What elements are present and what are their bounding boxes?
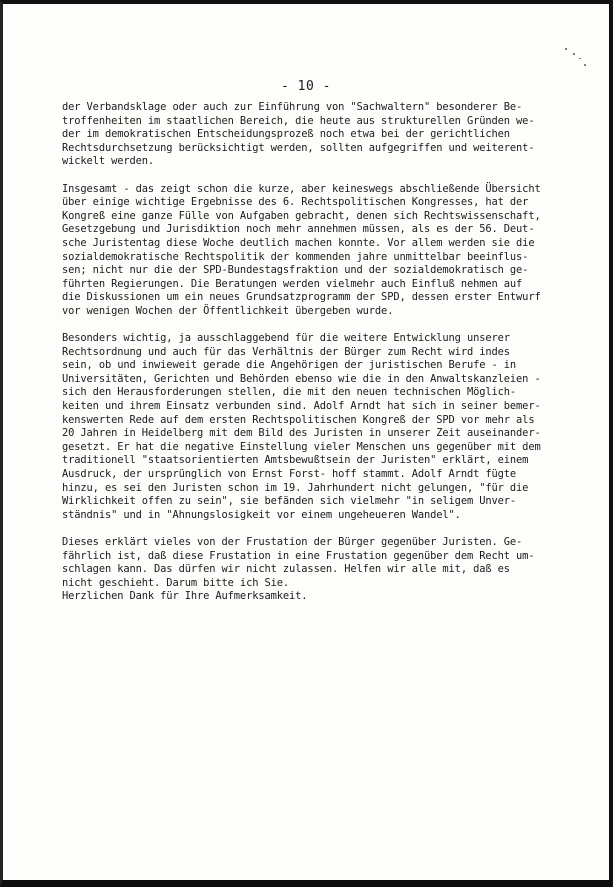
text-line: sche Juristentag diese Woche deutlich machen konnte. Vor allem werden sie die <box>62 236 535 249</box>
text-line: sen; nicht nur die der SPD-Bundestagsfraktion und der sozialdemokratisch ge- <box>62 264 529 277</box>
scan-speck <box>573 53 575 55</box>
text-line: sein, ob und inwieweit gerade die Angehörigen der juristischen Berufe - in <box>62 359 517 372</box>
text-line: gesetzt. Er hat die negative Einstellung vieler Menschen uns gegenüber mit dem <box>62 440 541 453</box>
text-line: nicht geschieht. Darum bitte ich Sie. <box>62 576 290 589</box>
text-line: Rechtsdurchsetzung berücksichtigt werden, sollten aufgegriffen und weiterent- <box>62 141 535 154</box>
text-line: Universitäten, Gerichten und Behörden ebenso wie die in den Anwaltskanzleien - <box>62 372 541 385</box>
paragraph <box>62 101 552 169</box>
text-line: 20 Jahren in Heidelberg mit dem Bild des Juristen in unserer Zeit auseinander- <box>62 427 541 440</box>
text-line: Dieses erklärt vieles von der Frustation der Bürger gegenüber Juristen. Ge- <box>62 536 523 548</box>
scan-speck <box>584 64 586 66</box>
text-line: die Diskussionen um ein neues Grundsatzprogramm der SPD, dessen erster Entwurf <box>62 291 541 304</box>
text-line: sozialdemokratische Rechtspolitik der kommenden jahre unmittelbar beeinflus- <box>62 250 529 263</box>
text-line: ständnis" und in "Ahnungslosigkeit vor einem ungeheueren Wandel". <box>62 508 461 521</box>
paragraph <box>62 536 552 604</box>
text-line: Rechtsordnung und auch für das Verhältnis der Bürger zum Recht wird indes <box>62 345 510 358</box>
text-line: Ausdruck, der ursprünglich von Ernst Forst- hoff stammt. Adolf Arndt fügte <box>62 468 517 481</box>
text-line: vor wenigen Wochen der Öffentlichkeit übergeben wurde. <box>62 304 394 317</box>
text-line: keiten und ihrem Einsatz verbunden sind. Adolf Arndt hat sich in seiner bemer- <box>62 400 541 413</box>
text-line: der im demokratischen Entscheidungsprozeß noch etwa bei der gerichtlichen <box>62 128 510 141</box>
text-line: traditionell "staatsorientierten Amtsbewußtsein der Juristen" erklärt, einem <box>62 454 529 467</box>
text-line: Gesetzgebung und Jurisdiktion noch mehr annehmen müssen, als es der 56. Deut- <box>62 223 535 236</box>
body-text <box>62 101 552 618</box>
scan-speck <box>579 58 581 59</box>
text-line: fährlich ist, daß diese Frustation in eine Frustation gegenüber dem Recht um- <box>62 549 535 562</box>
text-line: kenswerten Rede auf dem ersten Rechtspolitischen Kongreß der SPD vor mehr als <box>62 413 535 426</box>
text-line: Herzlichen Dank für Ihre Aufmerksamkeit. <box>62 590 308 603</box>
text-line: hinzu, es sei den Juristen schon im 19. Jahrhundert nicht gelungen, "für die <box>62 481 529 494</box>
text-line: Insgesamt - das zeigt schon die kurze, aber keineswegs abschließende Übersicht <box>62 182 541 195</box>
text-line: wickelt werden. <box>62 155 155 168</box>
text-line: sich den Herausforderungen stellen, die mit den neuen technischen Möglich- <box>62 386 517 399</box>
paragraph <box>62 332 552 522</box>
text-line: über einige wichtige Ergebnisse des 6. Rechtspolitischen Kongresses, hat der <box>62 196 529 209</box>
text-line: schlagen kann. Das dürfen wir nicht zulassen. Helfen wir alle mit, daß es <box>62 563 510 576</box>
text-line: der Verbandsklage oder auch zur Einführung von "Sachwaltern" besonderer Be- <box>62 101 523 113</box>
paragraph <box>62 183 552 319</box>
text-line: troffenheiten im staatlichen Bereich, die heute aus strukturellen Gründen we- <box>62 114 535 127</box>
page-number: - 10 - <box>281 79 331 94</box>
text-line: Besonders wichtig, ja ausschlaggebend für die weitere Entwicklung unserer <box>62 332 510 345</box>
text-line: führten Regierungen. Die Beratungen werden vielmehr auch Einfluß nehmen auf <box>62 277 523 290</box>
text-line: Kongreß eine ganze Fülle von Aufgaben gebracht, denen sich Rechtswissenschaft, <box>62 209 541 222</box>
scan-speck <box>565 48 567 50</box>
text-line: Wirklichkeit offen zu sein", sie befänden sich vielmehr "in seligem Unver- <box>62 495 517 508</box>
